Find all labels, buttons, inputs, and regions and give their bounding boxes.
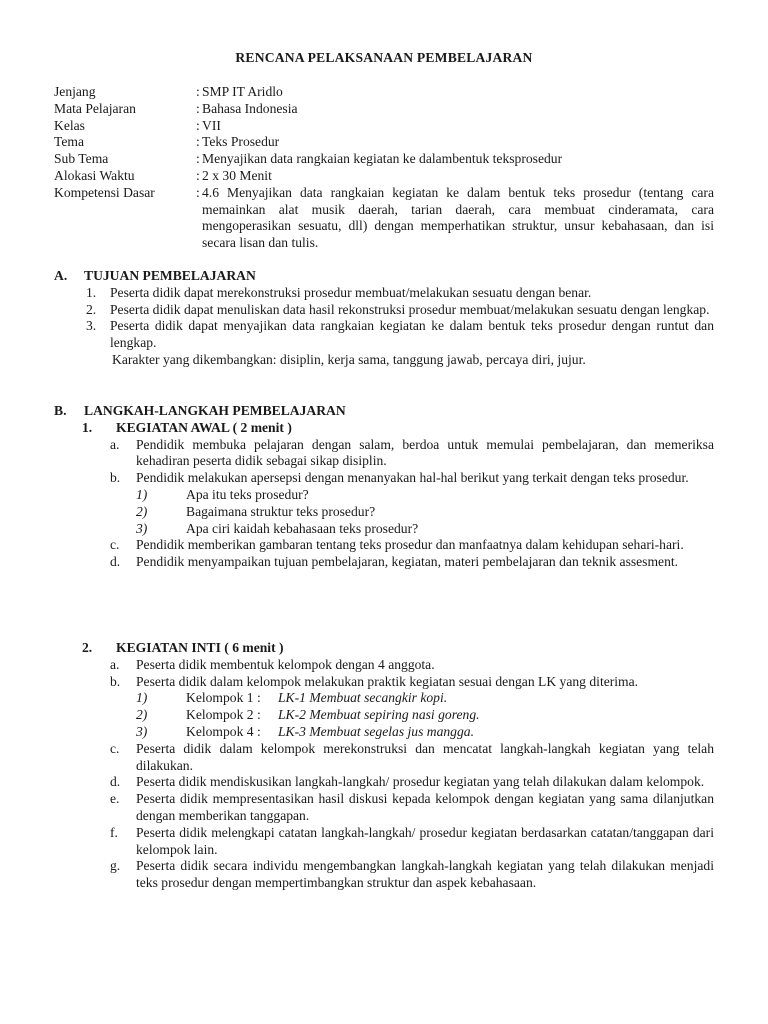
list-letter: f.	[110, 824, 118, 840]
list-letter: a.	[110, 436, 120, 452]
list-letter: c.	[110, 537, 120, 553]
group-number: 3)	[136, 723, 148, 739]
identity-label: Mata Pelajaran	[54, 100, 136, 116]
section-heading	[54, 403, 714, 420]
list-text: Pendidik membuka pelajaran dengan salam, berdoa untuk memulai pembelajaran, dan memeriksa kehadiran peserta didik sebagai sikap disiplin.	[136, 436, 714, 469]
group-list	[136, 690, 714, 740]
identity-row-kompetensi-dasar	[54, 185, 714, 252]
identity-row-tema	[54, 134, 714, 151]
section-title: TUJUAN PEMBELAJARAN	[84, 268, 256, 283]
section-letter: A.	[54, 268, 68, 283]
identity-value: Bahasa Indonesia	[202, 100, 298, 116]
list-text: Peserta didik mempresentasikan hasil diskusi kepada kelompok dengan kegiatan yang sama dilanjutkan dengan memberikan tanggapan.	[136, 791, 714, 823]
identity-row-sub-tema	[54, 151, 714, 168]
subsection-title: KEGIATAN INTI ( 6 menit )	[116, 640, 284, 655]
identity-colon: :	[196, 134, 200, 150]
question-list	[136, 487, 714, 537]
identity-label: Jenjang	[54, 84, 96, 99]
list-item	[110, 791, 714, 825]
identity-colon: :	[196, 100, 200, 116]
list-number: 2.	[86, 301, 97, 317]
list-item	[110, 674, 714, 741]
question-text: Bagaimana struktur teks prosedur?	[186, 503, 376, 519]
question-number: 3)	[136, 520, 148, 536]
list-letter: b.	[110, 470, 121, 486]
group-number: 1)	[136, 690, 148, 706]
list-letter: b.	[110, 673, 121, 689]
list-text: Peserta didik dalam kelompok melakukan praktik kegiatan sesuai dengan LK yang diterima.	[136, 673, 639, 689]
identity-row-mata-pelajaran	[54, 101, 714, 118]
group-label: Kelompok 1 :	[186, 690, 261, 706]
group-task: LK-2 Membuat sepiring nasi goreng.	[278, 707, 480, 723]
list-item	[110, 437, 714, 471]
identity-value: SMP IT Aridlo	[202, 84, 283, 99]
list-text: Peserta didik secara individu mengembangkan langkah-langkah kegiatan yang telah dilakukan menjadi teks prosedur dengan mempertimbangkan struktur dan aspek kebahasaan.	[136, 858, 714, 891]
subsection-number: 1.	[82, 419, 93, 435]
list-letter: g.	[110, 858, 121, 874]
list-text: Peserta didik mendiskusikan langkah-langkah/ prosedur kegiatan yang telah dilakukan dalam kelompok.	[136, 774, 705, 790]
section-letter: B.	[54, 403, 67, 418]
identity-row-kelas	[54, 118, 714, 135]
list-item	[110, 537, 714, 554]
tujuan-list	[84, 285, 714, 352]
section-tujuan	[54, 268, 714, 369]
identity-colon: :	[196, 151, 200, 167]
identity-value: 4.6 Menyajikan data rangkaian kegiatan ke dalam bentuk teks prosedur (tentang cara memainkan alat musik daerah, tarian daerah, cara membuat cinderamata, cara mengoperasikan sesuatu, dll) dengan memperhatikan struktur, unsur kebahasaan, dan isi secara lisan dan tulis.	[202, 184, 714, 251]
identity-label: Sub Tema	[54, 151, 109, 167]
list-text: Peserta didik dapat menyajikan data rangkaian kegiatan ke dalam bentuk teks prosedur dengan runtut dan lengkap.	[110, 318, 714, 351]
list-item	[110, 470, 714, 537]
list-item	[110, 858, 714, 892]
list-item	[110, 657, 714, 674]
kegiatan-inti-list	[110, 657, 714, 892]
identity-value: VII	[202, 117, 221, 133]
identity-value: 2 x 30 Menit	[202, 167, 272, 183]
question-item	[136, 487, 714, 504]
question-number: 1)	[136, 486, 148, 502]
list-number: 1.	[86, 284, 97, 300]
list-letter: e.	[110, 791, 120, 807]
group-label: Kelompok 2 :	[186, 707, 261, 723]
subsection-number: 2.	[82, 640, 93, 655]
identity-label: Kelas	[54, 117, 85, 133]
group-item	[136, 724, 714, 741]
list-letter: c.	[110, 740, 120, 756]
group-label: Kelompok 4 :	[186, 723, 261, 739]
question-item	[136, 521, 714, 538]
list-number: 3.	[86, 318, 97, 334]
identity-table	[54, 84, 714, 252]
list-item	[110, 741, 714, 775]
list-item	[84, 302, 714, 319]
question-number: 2)	[136, 503, 148, 519]
section-kegiatan-inti	[54, 640, 714, 892]
list-letter: d.	[110, 774, 121, 790]
identity-colon: :	[196, 167, 200, 183]
identity-row-jenjang	[54, 84, 714, 101]
section-langkah	[54, 403, 714, 571]
kegiatan-awal-heading	[82, 420, 714, 437]
list-item	[84, 285, 714, 302]
list-item	[110, 554, 714, 571]
list-text: Pendidik menyampaikan tujuan pembelajaran, kegiatan, materi pembelajaran dan teknik assesment.	[136, 554, 679, 570]
subsection-title: KEGIATAN AWAL ( 2 menit )	[116, 419, 292, 435]
kegiatan-awal-list	[110, 437, 714, 571]
question-text: Apa ciri kaidah kebahasaan teks prosedur?	[186, 520, 419, 536]
section-title: LANGKAH-LANGKAH PEMBELAJARAN	[84, 403, 346, 418]
list-text: Peserta didik melengkapi catatan langkah-langkah/ prosedur kegiatan berdasarkan catatan/tanggapan dari kelompok lain.	[136, 824, 714, 857]
list-text: Peserta didik membentuk kelompok dengan 4 anggota.	[136, 656, 435, 672]
kegiatan-inti-heading	[82, 640, 714, 657]
identity-colon: :	[196, 184, 200, 200]
identity-colon: :	[196, 84, 200, 99]
list-text: Peserta didik dapat merekonstruksi prosedur membuat/melakukan sesuatu dengan benar.	[110, 284, 592, 300]
list-text: Pendidik memberikan gambaran tentang teks prosedur dan manfaatnya dalam kehidupan sehari-hari.	[136, 537, 684, 553]
identity-label: Tema	[54, 134, 84, 150]
section-heading	[54, 268, 714, 285]
group-task: LK-3 Membuat segelas jus mangga.	[278, 723, 474, 739]
identity-row-alokasi-waktu	[54, 168, 714, 185]
document-title: RENCANA PELAKSANAAN PEMBELAJARAN	[235, 50, 533, 65]
list-text: Peserta didik dalam kelompok merekonstruksi dan mencatat langkah-langkah kegiatan yang telah dilakukan.	[136, 740, 714, 773]
question-item	[136, 504, 714, 521]
identity-value: Menyajikan data rangkaian kegiatan ke dalambentuk teksprosedur	[202, 151, 563, 167]
group-item	[136, 707, 714, 724]
group-item	[136, 690, 714, 707]
list-item	[84, 318, 714, 352]
identity-label: Kompetensi Dasar	[54, 184, 155, 200]
identity-label: Alokasi Waktu	[54, 167, 135, 183]
list-item	[110, 825, 714, 859]
list-item	[110, 774, 714, 791]
identity-value: Teks Prosedur	[202, 134, 280, 150]
list-text: Peserta didik dapat menuliskan data hasil rekonstruksi prosedur membuat/melakukan sesuatu dengan lengkap.	[110, 301, 710, 317]
list-text: Pendidik melakukan apersepsi dengan menanyakan hal-hal berikut yang terkait dengan teks prosedur.	[136, 470, 689, 486]
group-task: LK-1 Membuat secangkir kopi.	[278, 690, 448, 706]
question-text: Apa itu teks prosedur?	[186, 486, 309, 502]
identity-colon: :	[196, 117, 200, 133]
list-letter: a.	[110, 656, 120, 672]
karakter-text: Karakter yang dikembangkan: disiplin, kerja sama, tanggung jawab, percaya diri, jujur.	[112, 351, 586, 367]
group-number: 2)	[136, 707, 148, 723]
list-letter: d.	[110, 554, 121, 570]
